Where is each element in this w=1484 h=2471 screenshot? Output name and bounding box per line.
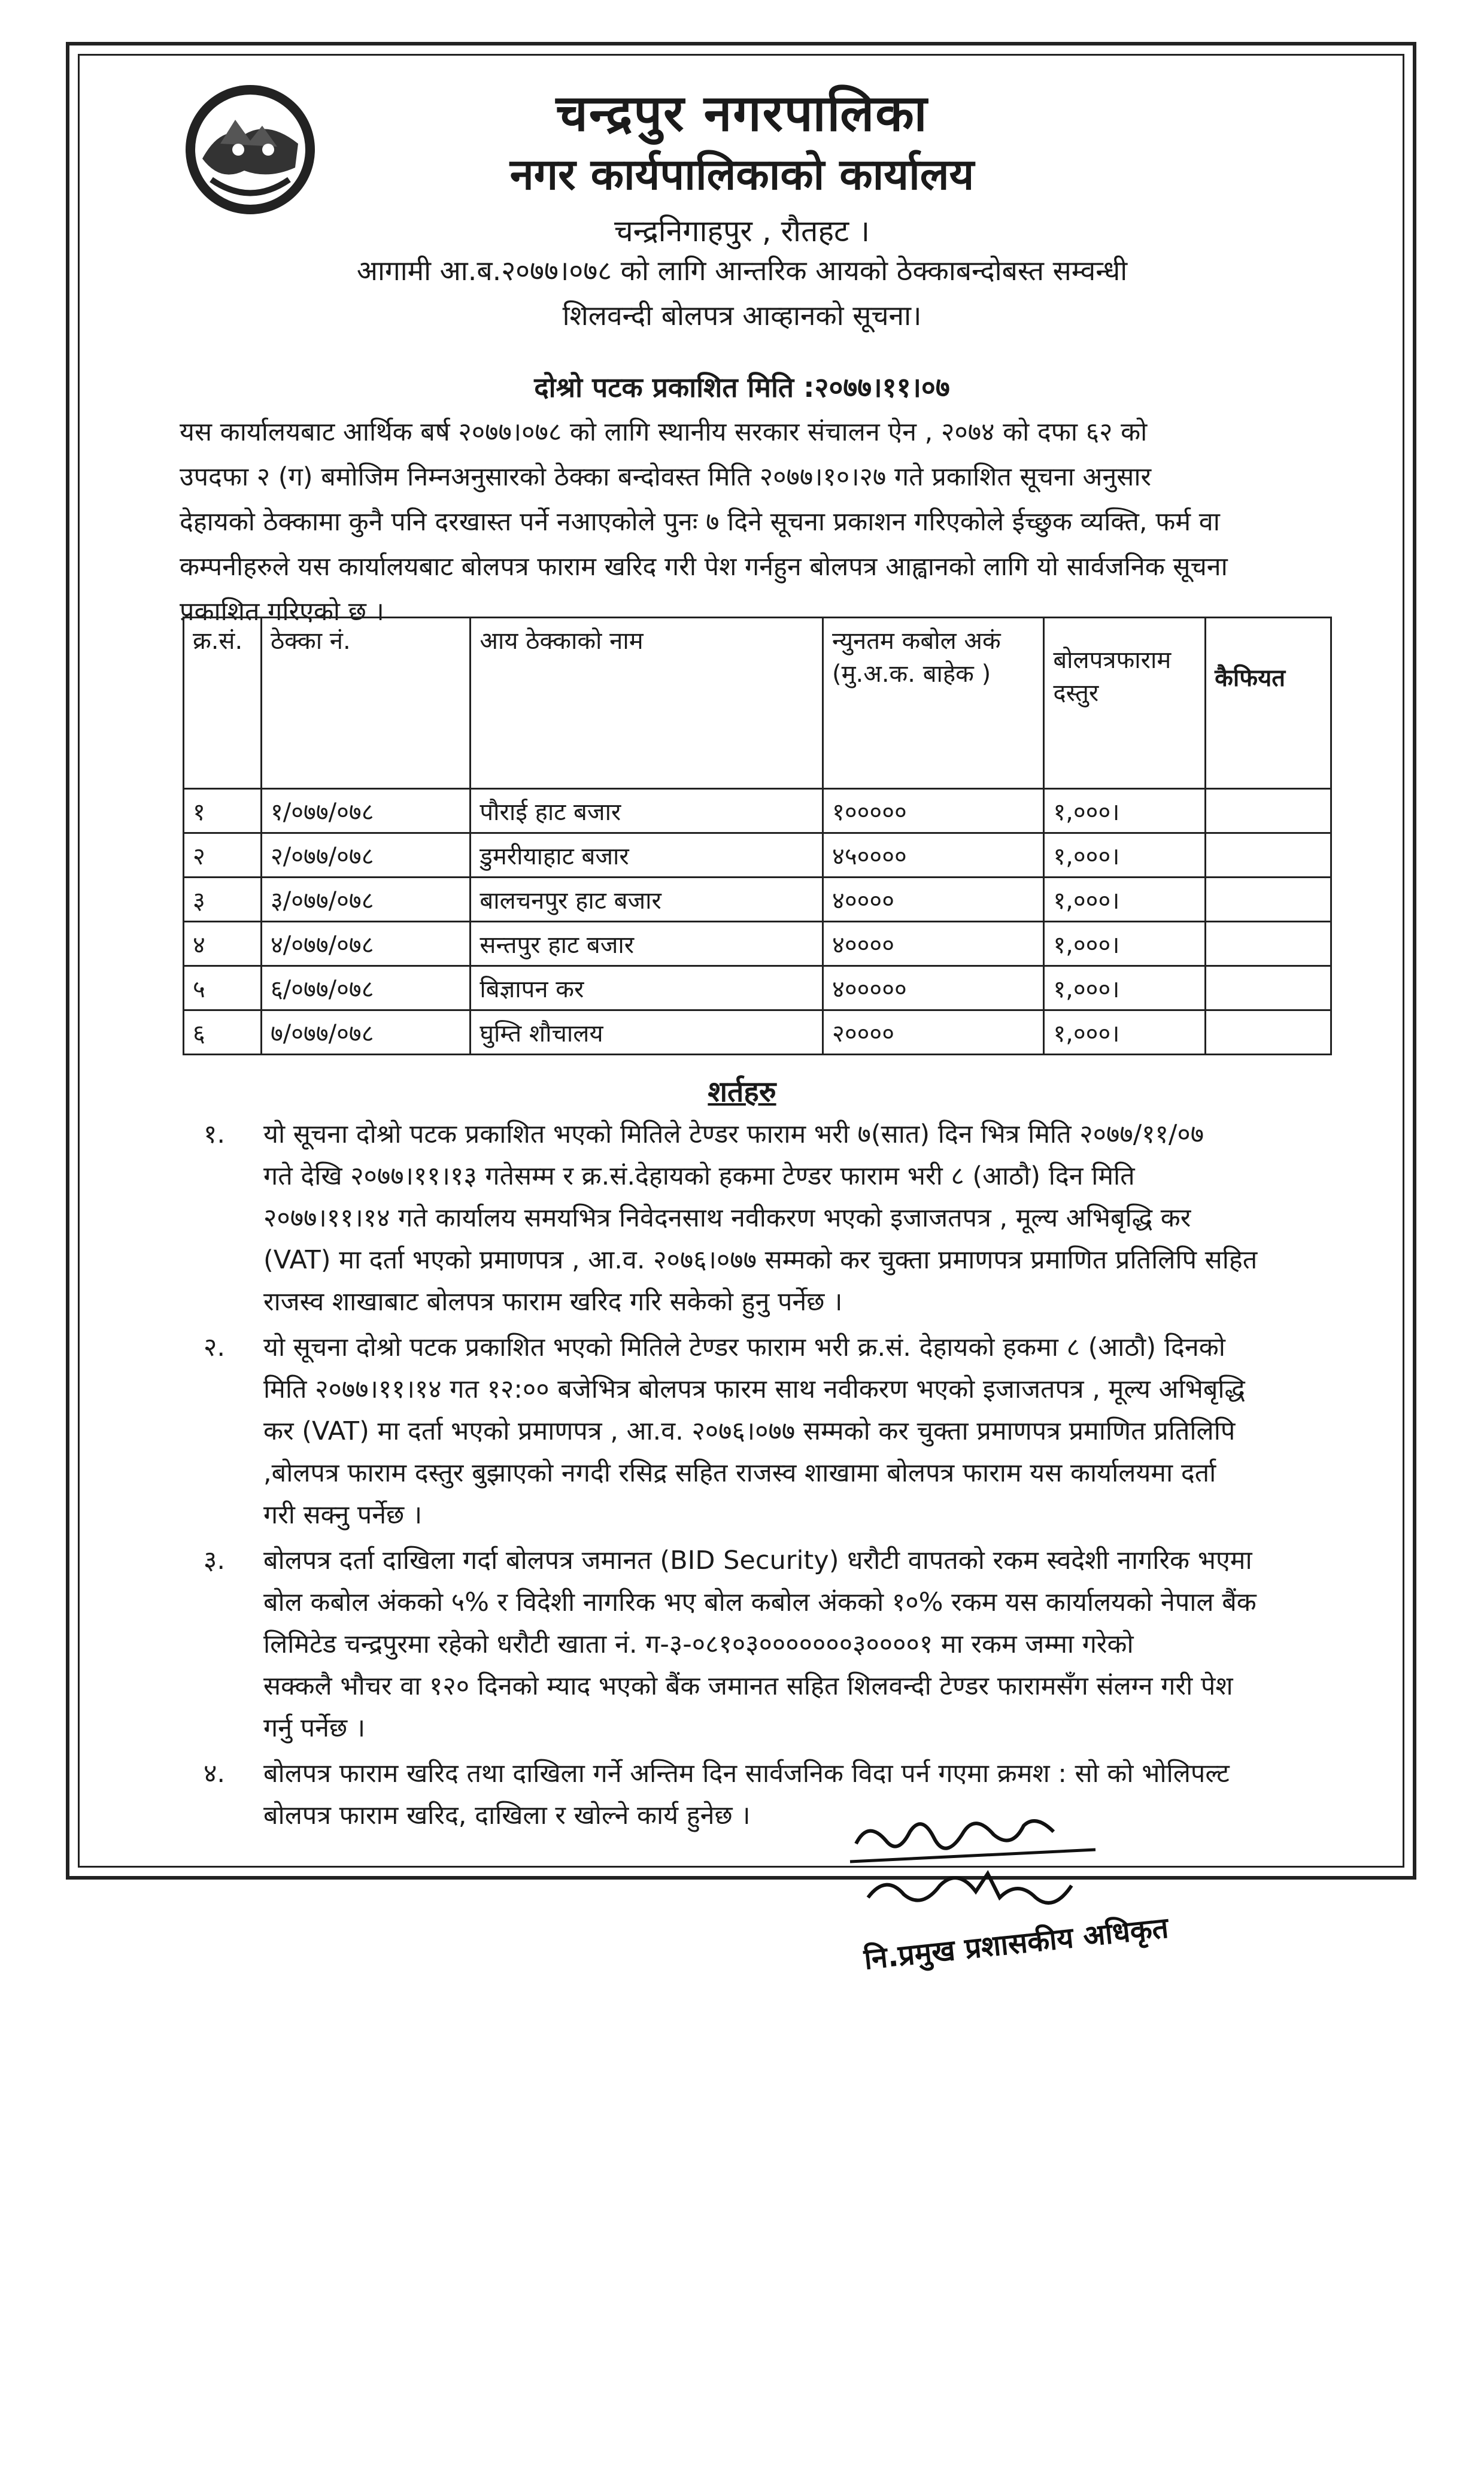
condition-line: राजस्व शाखाबाट बोलपत्र फाराम खरिद गरि सकेको हुनु पर्नेछ । bbox=[263, 1287, 843, 1317]
cell-sn: ६ bbox=[184, 1010, 262, 1055]
col-header-remarks: कैफियत bbox=[1206, 618, 1331, 789]
signatory-stamp: नि.प्रमुख प्रशासकीय अधिकृत bbox=[862, 1911, 1170, 1977]
cell-remarks bbox=[1206, 966, 1331, 1010]
condition-line: गरी सक्नु पर्नेछ । bbox=[263, 1500, 423, 1530]
cell-form-fee: १,०००। bbox=[1044, 789, 1206, 833]
condition-line: गर्नु पर्नेछ । bbox=[263, 1713, 366, 1743]
cell-remarks bbox=[1206, 1010, 1331, 1055]
condition-line: मिति २०७७।११।१४ गत १२:०० बजेभित्र बोलपत्र फारम साथ नवीकरण भएको इजाजतपत्र , मूल्य अभिबृद्धि bbox=[263, 1374, 1245, 1404]
condition-item bbox=[204, 1753, 1341, 1836]
cell-form-fee: १,०००। bbox=[1044, 878, 1206, 922]
tender-table bbox=[183, 617, 1332, 1055]
cell-contract-name: डुमरीयाहाट बजार bbox=[471, 833, 823, 878]
table-row bbox=[184, 922, 1331, 966]
table-row bbox=[184, 878, 1331, 922]
condition-number: १. bbox=[204, 1119, 226, 1149]
cell-min-bid: २०००० bbox=[823, 1010, 1044, 1055]
cell-contract-name: घुम्ति शौचालय bbox=[471, 1010, 823, 1055]
condition-number: ३. bbox=[204, 1546, 226, 1576]
col-header-min-bid: न्युनतम कबोल अकं (मु.अ.क. बाहेक ) bbox=[823, 618, 1044, 789]
publish-date: दोश्रो पटक प्रकाशित मिति :२०७७।११।०७ bbox=[534, 371, 950, 403]
intro-line: कम्पनीहरुले यस कार्यालयबाट बोलपत्र फाराम खरिद गरी पेश गर्नहुन बोलपत्र आह्वानको लागि यो सार्वजनिक सूचना bbox=[180, 552, 1228, 582]
condition-line: बोलपत्र फाराम खरिद तथा दाखिला गर्ने अन्तिम दिन सार्वजनिक विदा पर्न गएमा क्रमश : सो को भोलिपल्ट bbox=[263, 1759, 1230, 1789]
table-row bbox=[184, 833, 1331, 878]
condition-line: यो सूचना दोश्रो पटक प्रकाशित भएको मितिले टेण्डर फाराम भरी ७(सात) दिन भित्र मिति २०७७/११/०७ bbox=[263, 1119, 1204, 1149]
condition-line: सक्कलै भौचर वा १२० दिनको म्याद भएको बैंक जमानत सहित शिलवन्दी टेण्डर फारामसँग संलग्न गरी पेश bbox=[263, 1671, 1233, 1701]
conditions-heading: शर्तहरु bbox=[708, 1075, 776, 1109]
office-name: नगर कार्यपालिकाको कार्यालय bbox=[509, 149, 975, 199]
table-row bbox=[184, 789, 1331, 833]
cell-contract-name: पौराई हाट बजार bbox=[471, 789, 823, 833]
table-header-row bbox=[184, 618, 1331, 789]
condition-item bbox=[204, 1326, 1341, 1536]
cell-sn: १ bbox=[184, 789, 262, 833]
conditions-list bbox=[204, 1113, 1341, 1840]
col-header-form-fee: बोलपत्रफाराम दस्तुर bbox=[1044, 618, 1206, 789]
condition-line: बोलपत्र दर्ता दाखिला गर्दा बोलपत्र जमानत (BID Security) धरौटी वापतको रकम स्वदेशी नागरिक भएमा bbox=[263, 1546, 1252, 1576]
cell-remarks bbox=[1206, 789, 1331, 833]
condition-line: यो सूचना दोश्रो पटक प्रकाशित भएको मितिले टेण्डर फाराम भरी क्र.सं. देहायको हकमा ८ (आठौ) दिनको bbox=[263, 1332, 1225, 1362]
condition-item bbox=[204, 1113, 1341, 1323]
cell-min-bid: ४०००० bbox=[823, 922, 1044, 966]
condition-line: २०७७।११।१४ गते कार्यालय समयभित्र निवेदनसाथ नवीकरण भएको इजाजतपत्र , मूल्य अभिबृद्धि कर bbox=[263, 1203, 1191, 1233]
intro-line: यस कार्यालयबाट आर्थिक बर्ष २०७७।०७८ को लागि स्थानीय सरकार संचालन ऐन , २०७४ को दफा ६२ को bbox=[180, 417, 1148, 447]
cell-contract-name: सन्तपुर हाट बजार bbox=[471, 922, 823, 966]
cell-contract-no: २/०७७/०७८ bbox=[261, 833, 470, 878]
condition-number: ४. bbox=[204, 1759, 226, 1789]
table-row bbox=[184, 966, 1331, 1010]
cell-sn: २ bbox=[184, 833, 262, 878]
office-address: चन्द्रनिगाहपुर , रौतहट । bbox=[614, 214, 870, 248]
cell-remarks bbox=[1206, 922, 1331, 966]
cell-contract-no: ३/०७७/०७८ bbox=[261, 878, 470, 922]
col-header-contract-no: ठेक्का नं. bbox=[261, 618, 470, 789]
condition-line: बोलपत्र फाराम खरिद, दाखिला र खोल्ने कार्य हुनेछ । bbox=[263, 1801, 751, 1831]
intro-paragraph bbox=[180, 410, 1335, 635]
cell-contract-no: ७/०७७/०७८ bbox=[261, 1010, 470, 1055]
intro-line: देहायको ठेक्कामा कुनै पनि दरखास्त पर्ने नआएकोले पुनः ७ दिने सूचना प्रकाशन गरिएकोले ईच्छुक व्यक्ति, फर्म वा bbox=[180, 507, 1220, 537]
cell-form-fee: १,०००। bbox=[1044, 833, 1206, 878]
municipality-name: चन्द्रपुर नगरपालिका bbox=[556, 84, 928, 142]
condition-line: लिमिटेड चन्द्रपुरमा रहेको धरौटी खाता नं. ग-३-०८१०३०००००००३००००१ मा रकम जम्मा गरेको bbox=[263, 1629, 1134, 1659]
col-header-sn: क्र.सं. bbox=[184, 618, 262, 789]
table-row bbox=[184, 1010, 1331, 1055]
condition-line: गते देखि २०७७।११।१३ गतेसम्म र क्र.सं.देहायको हकमा टेण्डर फाराम भरी ८ (आठौ) दिन मिति bbox=[263, 1161, 1135, 1191]
condition-line: ,बोलपत्र फाराम दस्तुर बुझाएको नगदी रसिद्र सहित राजस्व शाखामा बोलपत्र फाराम यस कार्यालयमा दर्ता bbox=[263, 1458, 1216, 1488]
condition-line: (VAT) मा दर्ता भएको प्रमाणपत्र , आ.व. २०७६।०७७ सम्मको कर चुक्ता प्रमाणपत्र प्रमाणित प्रतिलिपि सहित bbox=[263, 1245, 1258, 1275]
intro-line: उपदफा २ (ग) बमोजिम निम्नअनुसारको ठेक्का बन्दोवस्त मिति २०७७।१०।२७ गते प्रकाशित सूचना अनुसार bbox=[180, 462, 1152, 492]
cell-min-bid: ४०००० bbox=[823, 878, 1044, 922]
cell-sn: ५ bbox=[184, 966, 262, 1010]
cell-form-fee: १,०००। bbox=[1044, 1010, 1206, 1055]
condition-line: बोल कबोल अंकको ५% र विदेशी नागरिक भए बोल कबोल अंकको १०% रकम यस कार्यालयको नेपाल बैंक bbox=[263, 1587, 1257, 1617]
cell-form-fee: १,०००। bbox=[1044, 966, 1206, 1010]
cell-contract-no: ६/०७७/०७८ bbox=[261, 966, 470, 1010]
handwritten-signature-icon bbox=[844, 1808, 1131, 1927]
cell-sn: ४ bbox=[184, 922, 262, 966]
notice-subject-line-1: आगामी आ.ब.२०७७।०७८ को लागि आन्तरिक आयको ठेक्काबन्दोबस्त सम्वन्धी bbox=[356, 254, 1128, 287]
cell-remarks bbox=[1206, 833, 1331, 878]
cell-min-bid: ४००००० bbox=[823, 966, 1044, 1010]
condition-item bbox=[204, 1540, 1341, 1749]
cell-min-bid: ४५०००० bbox=[823, 833, 1044, 878]
intro-line: प्रकाशित गरिएको छ । bbox=[180, 597, 384, 627]
cell-min-bid: १००००० bbox=[823, 789, 1044, 833]
cell-contract-no: ४/०७७/०७८ bbox=[261, 922, 470, 966]
notice-subject-line-2: शिलवन्दी बोलपत्र आव्हानको सूचना। bbox=[562, 299, 922, 332]
condition-number: २. bbox=[204, 1332, 226, 1362]
cell-form-fee: १,०००। bbox=[1044, 922, 1206, 966]
condition-line: कर (VAT) मा दर्ता भएको प्रमाणपत्र , आ.व. २०७६।०७७ सम्मको कर चुक्ता प्रमाणपत्र प्रमाणित प्रतिलिपि bbox=[263, 1416, 1236, 1446]
cell-contract-name: बिज्ञापन कर bbox=[471, 966, 823, 1010]
cell-contract-no: १/०७७/०७८ bbox=[261, 789, 470, 833]
col-header-contract-name: आय ठेक्काको नाम bbox=[471, 618, 823, 789]
cell-sn: ३ bbox=[184, 878, 262, 922]
cell-contract-name: बालचनपुर हाट बजार bbox=[471, 878, 823, 922]
cell-remarks bbox=[1206, 878, 1331, 922]
